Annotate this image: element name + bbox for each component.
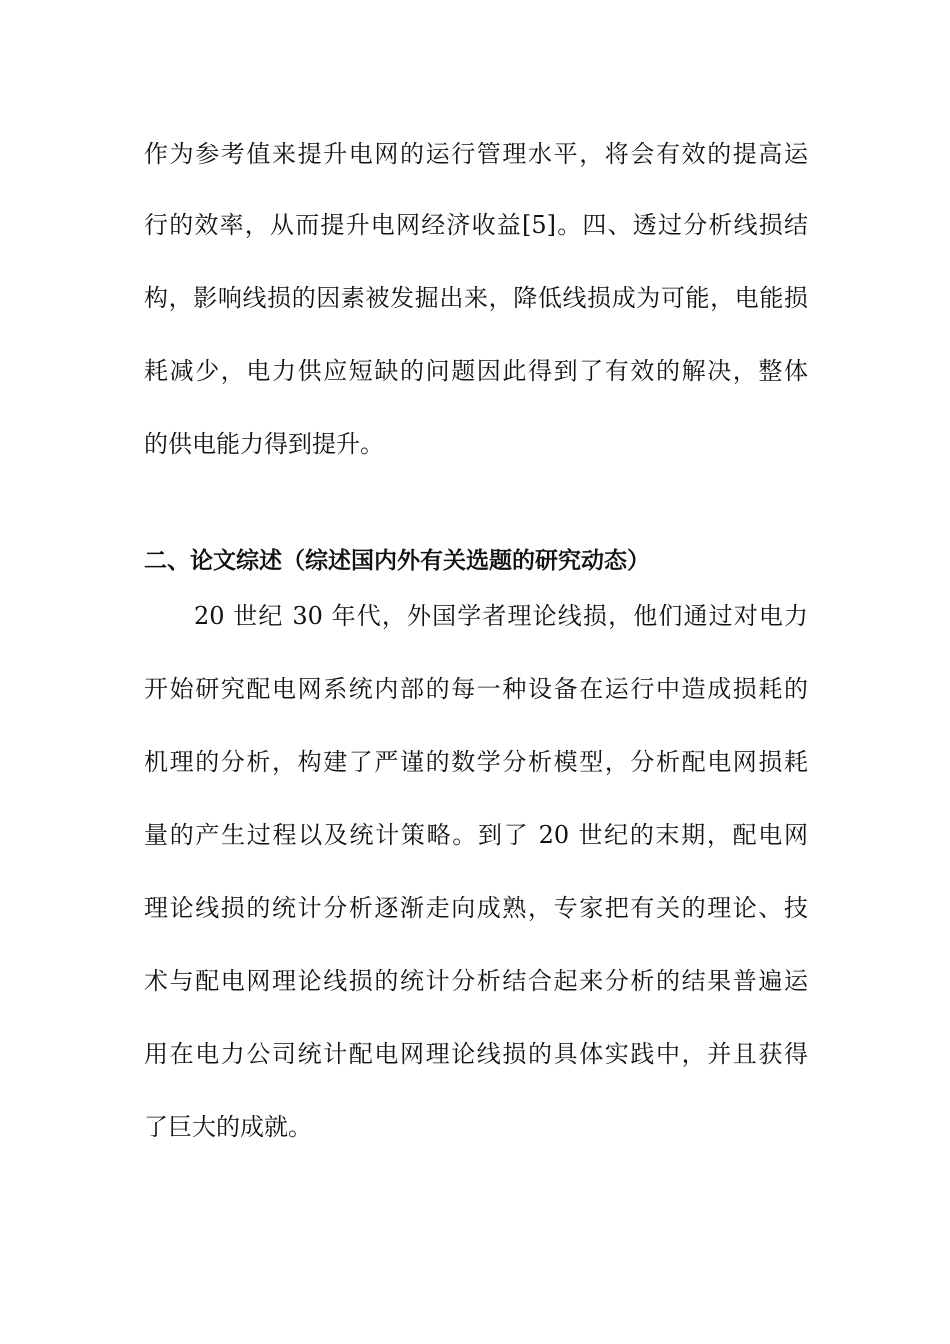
paragraph-2-line-5: 理论线损的统计分析逐渐走向成熟，专家把有关的理论、技 [144, 894, 808, 922]
paragraph-2-line-1: 20 世纪 30 年代，外国学者理论线损，他们通过对电力 [194, 602, 808, 630]
paragraph-1-line-2: 行的效率，从而提升电网经济收益[5]。四、透过分析线损结 [144, 211, 808, 239]
paragraph-2-line-2: 开始研究配电网系统内部的每一种设备在运行中造成损耗的 [144, 675, 808, 703]
paragraph-1-line-3: 构，影响线损的因素被发掘出来，降低线损成为可能，电能损 [144, 284, 808, 312]
paragraph-1-line-5: 的供电能力得到提升。 [144, 430, 384, 458]
paragraph-2-line-7: 用在电力公司统计配电网理论线损的具体实践中，并且获得 [144, 1040, 808, 1068]
section-heading: 二、论文综述（综述国内外有关选题的研究动态） [144, 548, 650, 574]
paragraph-2-line-3: 机理的分析，构建了严谨的数学分析模型，分析配电网损耗 [144, 748, 808, 776]
paragraph-2-line-4: 量的产生过程以及统计策略。到了 20 世纪的末期，配电网 [144, 821, 808, 849]
paragraph-1-line-1: 作为参考值来提升电网的运行管理水平，将会有效的提高运 [144, 140, 808, 168]
paragraph-2-line-8: 了巨大的成就。 [144, 1113, 312, 1141]
paragraph-1-line-4: 耗减少，电力供应短缺的问题因此得到了有效的解决，整体 [144, 357, 808, 385]
paragraph-2-line-6: 术与配电网理论线损的统计分析结合起来分析的结果普遍运 [144, 967, 808, 995]
